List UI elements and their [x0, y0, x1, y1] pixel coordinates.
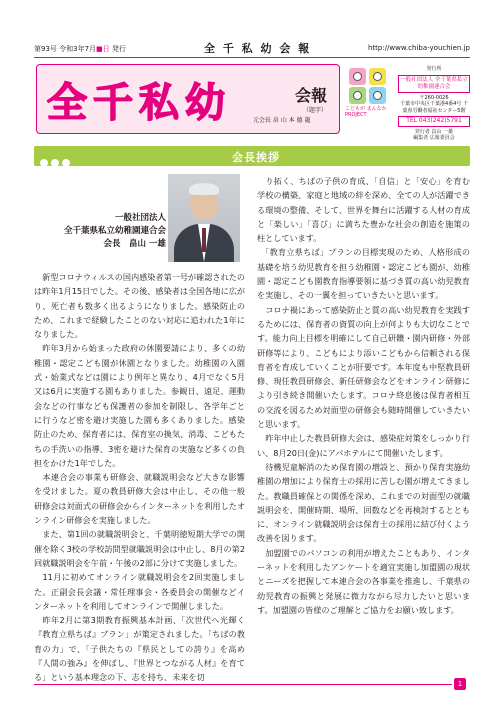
- child-face-icon: [353, 72, 362, 81]
- body-paragraph: り拓く、ちばの子供の育成、「自信」と「安心」を育む学校の構築、家庭と地域の絆を深め、全ての人が活躍できる環境の整備、そして、世界を舞台に活躍する人材の育成と「楽しい」「喜び」に満ちた豊かな社会の創造を施策の柱としています。: [257, 176, 470, 244]
- author-block: [48, 212, 166, 251]
- masthead-daiji: （題字）: [303, 107, 328, 114]
- masthead-logo: 全千私幼: [47, 79, 231, 126]
- dot-icon: [62, 159, 70, 167]
- website-link[interactable]: http://www.chiba-youchien.jp: [367, 44, 470, 52]
- body-paragraph: また、第1回の就職説明会と、千葉明徳短期大学での開催を除く3校の学校訪問型就職説明会は中止し、8月の第2回就職説明会を午前・午後の2部に分けて実施しました。: [34, 529, 245, 568]
- body-paragraph: 本連合会の事業も研修会、就職説明会など大きな影響を受けました。夏の教員研修大会は中止し、その他一般研修会は対面式の研修会からインターネットを利用したオンライン研修会を実施しました。: [34, 472, 245, 526]
- masthead-kaiho: 会報: [295, 86, 328, 105]
- body-column-left: [34, 270, 245, 685]
- dot-icon: [51, 159, 59, 167]
- publisher-postal: 〒260-0026: [419, 94, 449, 101]
- publisher-role: 発行者 畠山 一雄: [414, 128, 454, 135]
- issue-info: [34, 44, 126, 54]
- body-paragraph: 新型コロナウィルスの国内感染者第一号が確認されたのは昨年1月15日でした。その後、感染者は全国各地に広がり、死亡者も数多く出るようになりました。感染防止のため、これまで経験したことのない対応に追われた1年になりました。: [34, 272, 245, 340]
- author-line3: 会長 畠山 一雄: [103, 239, 166, 249]
- footer-divider: [34, 684, 452, 685]
- chairman-portrait: [168, 174, 240, 262]
- project-caption: こどもが まんなか PROJECT: [345, 106, 387, 118]
- dot-icon: [40, 159, 48, 167]
- child-face-icon: [353, 91, 362, 100]
- header-divider: [34, 57, 470, 58]
- body-paragraph: 11月に初めてオンライン就職説明会を2回実施しました。正副会長会議・常任理事会・各委員会の開催などインターネットを利用してオンラインで開催しました。: [34, 572, 245, 611]
- publisher-address: 千葉市中央区千葉港4番4号 千葉県労働者福祉センター5階: [400, 101, 468, 114]
- body-paragraph: コロナ禍にあって感染防止と質の高い幼児教育を実践するためには、保育者の資質の向上が何よりも大切なことです。能力向上目標を明確にして自己研鑽・園内研修・外部研修等により、こどもにより添いこどもから信頼される保育者を育成していくことが肝要です。本年度も中堅教員研修、現任教員研修会、新任研修会などをオンライン研修により引き続き開催いたします。コロナ終息後は保育者相互の交流を図るため対面型の研修会も随時開催していきたいと思います。: [257, 304, 470, 430]
- body-paragraph: 昨年2月に第3期教育振興基本計画、「次世代へ光輝く『教育立県ちば』プラン」が策定されました。「ちばの教育の力」で、「子供たちの『県民としての誇り』を高め『人間の強み』を伸ばし、『世界とつながる人材』を育てる」という基本理念の下、志を持ち、未来を切: [34, 615, 245, 683]
- body-column-right: [257, 174, 470, 617]
- body-paragraph: 待機児童解消のため保育園の増設と、預かり保育実施幼稚園の増加により保育士の採用に苦しむ園が増えてきました。教職員確保との関係を深め、これまでの対面型の就職説明会を、開催時期、場所、回数などを再検討するとともに、オンライン就職説明会は保育士の採用に結び付くよう改善を図ります。: [257, 461, 470, 544]
- page-number: 1: [454, 678, 466, 690]
- paper-name: 全 千 私 幼 会 報: [204, 42, 312, 55]
- issue-suffix: 発行: [109, 45, 126, 53]
- issue-prefix: 第93号 令和3年7月: [34, 45, 97, 53]
- section-title: 会長挨拶: [232, 151, 280, 164]
- body-paragraph: 加盟園でのパソコンの利用が増えたこともあり、インターネットを利用したアンケートを適宜実施し加盟園の現状とニーズを把握して本連合会の各事業を推進し、千葉県の幼児教育の振興と発展に微力ながら尽力したいと思います。加盟園の皆様のご理解とご協力をお願い致します。: [257, 547, 470, 615]
- kodomo-project-logo: [345, 66, 393, 122]
- section-title-bar: [34, 146, 470, 166]
- publisher-tel: TEL 043(242)5791: [398, 116, 470, 127]
- body-paragraph: 「教育立県ちば」プランの目標実現のため、人格形成の基礎を培う幼児教育を担う幼稚園・認定こども園が、幼稚園・認定こども園教育指導要領に基づき質の高い幼児教育を実施し、その一翼を担っていきたいと思います。: [257, 247, 470, 301]
- issue-day: ■日: [96, 45, 110, 53]
- masthead-calligrapher: 元会長 畠 山 本 德 龍: [253, 117, 311, 124]
- body-paragraph: 昨年中止した教員研修大会は、感染症対策をしっかり行い、8月20日(金)にアパホテルにて開催いたします。: [257, 433, 470, 458]
- publisher-label: 発行所: [426, 66, 442, 72]
- publisher-info: [398, 66, 470, 141]
- decorative-dots: [40, 152, 73, 171]
- body-paragraph: 昨年3月から始まった政府の休園要請により、多くの幼稚園・認定こども園が休園となりました。幼稚園の入園式・始業式などは園により例年と異なり、4月でなく5月又は6月に実施する園もありました。参観日、遠足、運動会などの行事なども保護者の参加を制限し、各学年ごとに行うなど密を避け実施した園も多くありました。感染防止のため、保育者には、保育室の換気、消毒、こどもたちの手洗いの指導、3密を避けた保育の実施など多くの負担をかけた1年でした。: [34, 343, 245, 468]
- masthead: [36, 64, 340, 134]
- publisher-org: 一般社団法人 全千葉県私立幼稚園連合会: [398, 75, 470, 93]
- newsletter-header: [34, 40, 470, 58]
- publisher-editor: 編集者 広報委員会: [413, 135, 455, 141]
- child-face-icon: [373, 72, 382, 81]
- author-line2: 全千葉県私立幼稚園連合会: [63, 226, 166, 236]
- child-face-icon: [373, 91, 382, 100]
- author-line1: 一般社団法人: [114, 213, 166, 223]
